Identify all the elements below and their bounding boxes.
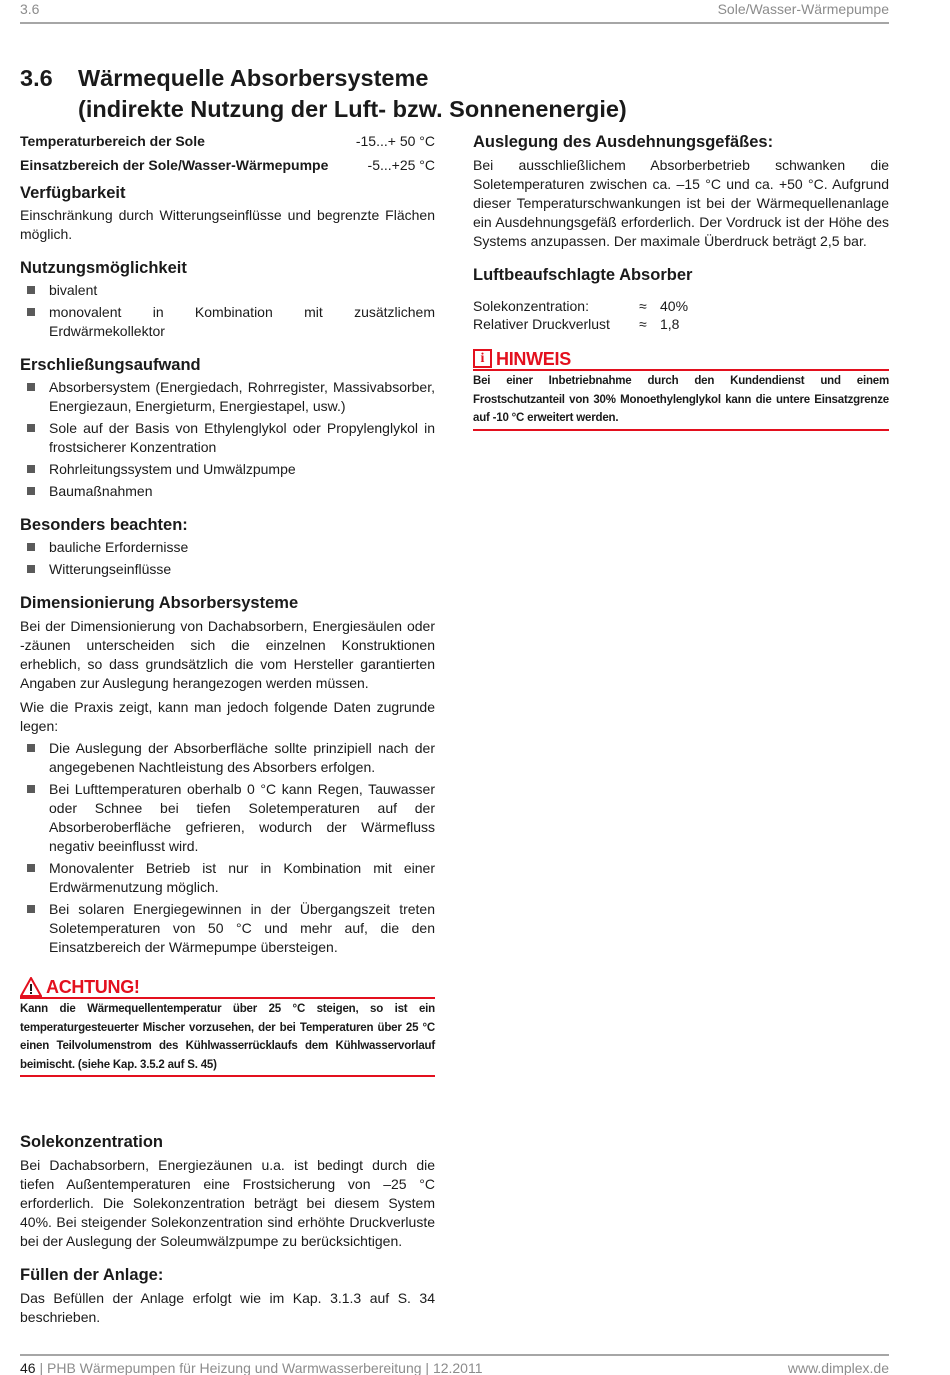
brine-text: Bei Dachabsorbern, Energiezäunen u.a. ist bedingt durch die tiefen Außentemperaturen eine Frostsicherung von –25 °C erforderlich. Die Solekonzentration beträgt bei diesem System 40%. Bei steigender Solekonzentration sind erhöhte Druckverluste bei der Auslegung der Soleumwälzpumpe zu berücksichtigen. [20,1157,435,1249]
square-bullet-icon [27,744,35,752]
warning-box [20,977,435,1077]
list-item [20,419,435,457]
value-row [473,297,889,315]
list-item-text: Sole auf der Basis von Ethylenglykol oder Propylenglykol in frostsicherer Konzentration [49,420,435,455]
value-number: 40% [660,298,689,314]
list-item-text: Witterungseinflüsse [49,561,172,577]
usage-list [20,281,435,341]
list-item [20,900,435,957]
list-item-text: bivalent [49,282,98,298]
warning-label: ACHTUNG! [46,977,140,997]
warning-header [20,977,435,999]
list-item [20,378,435,416]
header-section-number: 3.6 [20,1,40,17]
list-item [20,859,435,897]
spec-value: -15...+ 50 °C [355,133,435,149]
notice-heading: Besonders beachten: [20,516,188,534]
square-bullet-icon [27,905,35,913]
dimensioning-list [20,739,435,957]
note-text: Bei einer Inbetriebnahme durch den Kundendienst und einem Frostschutzanteil von 30% Monoethylenglykol kann die untere Einsatzgrenze auf -10 °C erweitert werden. [473,371,889,431]
list-item [20,560,435,579]
list-item-text: Bei solaren Energiegewinnen in der Übergangszeit treten Soletemperaturen von 50 °C und mehr auf, die den Einsatzbereich der Wärmepumpe übersteigen. [49,901,435,955]
filling-heading: Füllen der Anlage: [20,1266,164,1284]
effort-heading: Erschließungsaufwand [20,356,201,374]
approx-symbol: ≈ [639,298,647,314]
list-item-text: Rohrleitungssystem und Umwälzpumpe [49,461,296,477]
left-column [20,132,435,1327]
square-bullet-icon [27,465,35,473]
effort-list [20,378,435,501]
list-item-text: monovalent in Kombination mit zusätzlichem Erdwärmekollektor [49,304,435,339]
title-number: 3.6 [20,65,53,91]
brine-heading: Solekonzentration [20,1133,164,1151]
approx-symbol: ≈ [639,316,647,332]
page-title [20,63,627,125]
dimensioning-paragraph-1: Bei der Dimensionierung von Dachabsorbern, Energiesäulen oder -zäunen unterscheiden sich die einzelnen Konstruktionen erheblich, so dass grundsätzlich die vom Hersteller garantierten Angaben zur Auslegung herangezogen werden müssen. [20,618,435,691]
list-item [20,460,435,479]
list-item-text: Baumaßnahmen [49,483,153,499]
warning-triangle-icon [20,977,42,997]
page-header [20,0,889,24]
square-bullet-icon [27,286,35,294]
spec-value: -5...+25 °C [367,157,435,173]
expansion-heading: Auslegung des Ausdehnungsgefäßes: [473,133,774,151]
info-icon: i [473,349,492,368]
square-bullet-icon [27,864,35,872]
header-running-title: Sole/Wasser-Wärmepumpe [717,1,889,17]
page-number: 46 [20,1360,36,1375]
list-item-text: Monovalenter Betrieb ist nur in Kombination mit einer Erdwärmenutzung möglich. [49,860,435,895]
list-item [20,780,435,856]
air-absorber-heading: Luftbeaufschlagte Absorber [473,266,693,284]
note-box [473,349,889,431]
square-bullet-icon [27,785,35,793]
footer-left [20,1359,483,1375]
square-bullet-icon [27,487,35,495]
spec-row [20,156,435,175]
spec-label: Temperaturbereich der Sole [20,133,205,149]
value-label: Solekonzentration: [473,298,589,314]
expansion-text: Bei ausschließlichem Absorberbetrieb schwanken die Soletemperaturen zwischen ca. –15 °C und ca. +50 °C. Aufgrund dieser Temperaturschwankungen ist bei der Wärmequellenanlage ein Ausdehnungsgefäß erforderlich. Der Vordruck ist der Höhe des Systems anzupassen. Der maximale Überdruck beträgt 2,5 bar. [473,157,889,249]
value-label: Relativer Druckverlust [473,316,610,332]
dimensioning-paragraph-2: Wie die Praxis zeigt, kann man jedoch folgende Daten zugrunde legen: [20,699,435,734]
footer-publication: | PHB Wärmepumpen für Heizung und Warmwasserbereitung | 12.2011 [35,1360,483,1375]
availability-text: Einschränkung durch Witterungseinflüsse und begrenzte Flächen möglich. [20,207,435,242]
warning-text: Kann die Wärmequellentemperatur über 25 °C steigen, so ist ein temperaturgesteuerter Mischer vorzusehen, der bei Temperaturen über 25 °C einen Teilvolumenstrom des Kühlwasserrücklaufs dem Kühlwasservorlauf beimischt. (siehe Kap. 3.5.2 auf S. 45) [20,999,435,1077]
square-bullet-icon [27,424,35,432]
right-column [473,132,889,431]
list-item [20,303,435,341]
note-label: HINWEIS [496,349,571,369]
value-row [473,315,889,333]
list-item [20,281,435,300]
list-item [20,482,435,501]
square-bullet-icon [27,308,35,316]
list-item [20,538,435,557]
square-bullet-icon [27,383,35,391]
list-item-text: Bei Lufttemperaturen oberhalb 0 °C kann Regen, Tauwasser oder Schnee bei tiefen Soletemperaturen auf der Absorberoberfläche gefrieren, wodurch der Wärmefluss negativ beeinflusst wird. [49,781,435,854]
notice-list [20,538,435,579]
spec-row [20,132,435,151]
footer-url[interactable]: www.dimplex.de [787,1360,889,1375]
note-header [473,349,889,371]
filling-text: Das Befüllen der Anlage erfolgt wie im Kap. 3.1.3 auf S. 34 beschrieben. [20,1290,435,1325]
square-bullet-icon [27,543,35,551]
usage-heading: Nutzungsmöglichkeit [20,259,187,277]
list-item [20,739,435,777]
list-item-text: bauliche Erfordernisse [49,539,189,555]
square-bullet-icon [27,565,35,573]
title-line1: Wärmequelle Absorbersysteme [78,65,429,91]
title-line2: (indirekte Nutzung der Luft- bzw. Sonnenenergie) [78,96,627,122]
dimensioning-heading: Dimensionierung Absorbersysteme [20,594,299,612]
availability-heading: Verfügbarkeit [20,184,126,202]
page-footer [20,1354,889,1375]
list-item-text: Die Auslegung der Absorberfläche sollte prinzipiell nach der angegebenen Nachtleistung des Absorbers erfolgen. [49,740,435,775]
spec-label: Einsatzbereich der Sole/Wasser-Wärmepumpe [20,157,329,173]
list-item-text: Absorbersystem (Energiedach, Rohrregister, Massivabsorber, Energiezaun, Energieturm, Energiestapel, usw.) [49,379,435,414]
air-absorber-values [473,297,889,333]
value-number: 1,8 [660,316,680,332]
